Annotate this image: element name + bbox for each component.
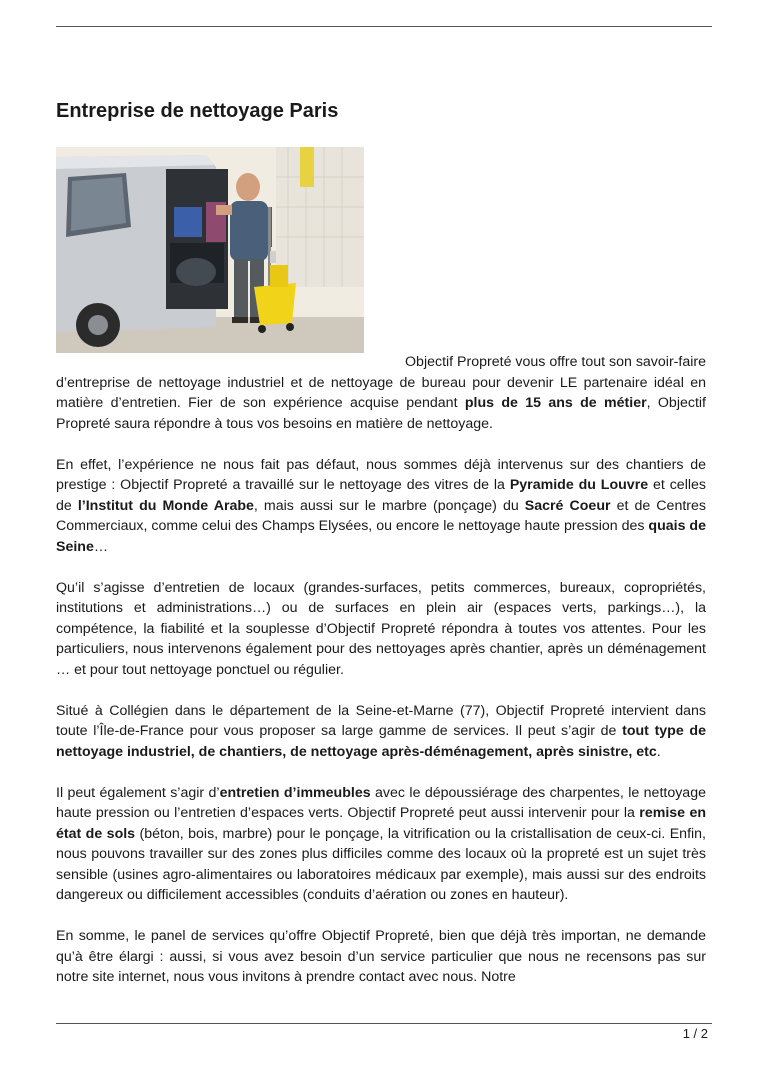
text-segment: (béton, bois, marbre) pour le ponçage, la vitrification ou la cristallisation de ceux-ci. Enfin, nous pouvons travailler sur des zones plus difficiles comme des locaux où la propreté est un sujet très sensible (usines agro-alimentaires ou laboratoires médicaux par exemple), mais aussi sur des endroits dangereux ou difficilement accessibles (conduits d’aération ou zones en hauteur). <box>56 825 706 903</box>
paragraph-experience <box>56 455 706 558</box>
paragraph-intro <box>56 352 706 434</box>
intro-text-b: , Objectif Propreté saura répondre à tous vos besoins en matière de nettoyage. <box>56 395 706 432</box>
highlight-sacre-coeur: Sacré Coeur <box>524 497 611 514</box>
intro-highlight: plus de 15 ans de métier <box>464 395 647 411</box>
intro-text-a: d’entreprise de nettoyage industriel et de nettoyage de bureau pour devenir LE partenaire idéal en matière d’entretien. Fier de son expérience acquise pendant <box>56 374 706 411</box>
highlight-louvre: Pyramide du Louvre <box>509 477 649 493</box>
page-title: Entreprise de nettoyage Paris <box>56 100 339 122</box>
highlight-quais: quais de Seine <box>56 518 706 555</box>
page-number: 1 / 2 <box>682 1026 708 1041</box>
highlight-services: tout type de nettoyage industriel, de chantiers, de nettoyage après-déménagement, après sinistre, etc <box>56 723 706 760</box>
body-text <box>56 352 706 1008</box>
text-segment: . <box>656 743 661 760</box>
highlight-sols: remise en état de sols <box>56 805 707 842</box>
cleaning-worker-van-photo <box>56 147 364 353</box>
text-segment: … <box>93 538 109 555</box>
intro-first-line: Objectif Propreté vous offre tout son savoir-faire <box>405 354 706 370</box>
text-segment: avec le dépoussiérage des charpentes, le nettoyage haute pression ou l’entretien d’espaces verts. Objectif Propreté peut aussi intervenir pour la <box>56 784 706 821</box>
paragraph-conclusion: En somme, le panel de services qu’offre Objectif Propreté, bien que déjà très importan, ne demande qu’à être élargi : aussi, si vous avez besoin d’un service particulier que nous ne recensons pas sur notre site internet, nous vous invitons à prendre contact avec nous. Notre <box>56 928 706 985</box>
header-rule <box>56 26 712 27</box>
text-segment: et celles de <box>56 477 706 514</box>
text-segment: et de Centres Commerciaux, comme celui des Champs Elysées, ou encore le nettoyage haute pression des <box>56 497 706 534</box>
paragraph-services: Qu’il s’agisse d’entretien de locaux (grandes-surfaces, petits commerces, bureaux, copropriétés, institutions et administrations…) ou de surfaces en plein air (espaces verts, parkings…), la compétence, la fiabilité et la souplesse d’Objectif Propreté répondra à toutes vos attentes. Pour les particuliers, nous intervenons également pour des nettoyages après chantier, après un déménagement … et pour tout nettoyage ponctuel ou régulier. <box>56 579 706 678</box>
paragraph-location <box>56 701 706 763</box>
footer-rule <box>56 1023 712 1024</box>
text-segment: En effet, l’expérience ne nous fait pas défaut, nous sommes déjà intervenus sur des chantiers de prestige : Objectif Propreté a travaillé sur le nettoyage des vitres de la <box>56 456 706 493</box>
highlight-ima: l’Institut du Monde Arabe <box>77 497 254 514</box>
highlight-immeubles: entretien d’immeubles <box>219 784 371 801</box>
paragraph-buildings <box>56 783 706 906</box>
text-segment: Il peut également s’agir d’ <box>56 784 220 801</box>
text-segment: , mais aussi sur le marbre (ponçage) du <box>253 497 525 514</box>
text-segment: Situé à Collégien dans le département de la Seine-et-Marne (77), Objectif Propreté intervient dans toute l’Île-de-France pour vous proposer sa large gamme de services. Il peut s’agir de <box>56 702 706 739</box>
